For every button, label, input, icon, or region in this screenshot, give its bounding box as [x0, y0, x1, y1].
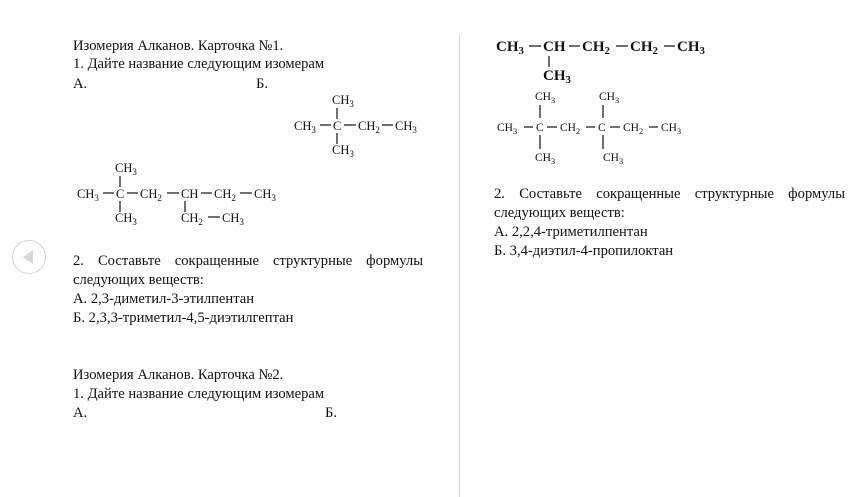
card1-formula-a — [77, 158, 292, 228]
formula-group: $CH_3$ — [77, 187, 99, 203]
formula-group: C — [116, 187, 125, 201]
formula-group: $CH_2$ — [358, 119, 380, 135]
card1-label-b: Б. — [256, 76, 269, 92]
formula-group: $CH_3$ — [603, 152, 624, 166]
chevron-left-icon — [23, 250, 33, 264]
card1-task1: 1. Дайте название следующим изомерам — [73, 56, 325, 72]
column-divider — [459, 34, 460, 497]
formula-group: $CH_3$ — [677, 39, 705, 57]
formula-group: $CH_3$ — [497, 122, 518, 136]
formula-group: CH — [181, 187, 199, 201]
card1-formula-b — [292, 90, 427, 160]
card1-title: Изомерия Алканов. Карточка №1. — [73, 38, 284, 54]
formula-group: $CH_3$ — [254, 187, 276, 203]
card1-task2-line1: 2. Составьте сокращенные структурные формулы — [73, 253, 423, 269]
formula-group: $CH_3$ — [115, 211, 137, 227]
card2-formula-a — [496, 35, 716, 87]
formula-group: $CH_3$ — [661, 122, 682, 136]
formula-group: $CH_2$ — [560, 122, 581, 136]
formula-group: C — [333, 119, 342, 133]
formula-group: $CH_2$ — [181, 211, 203, 227]
formula-group: $CH_2$ — [140, 187, 162, 203]
card2-label-b: Б. — [325, 405, 338, 421]
card2-label-a: А. — [73, 405, 88, 421]
previous-page-button[interactable] — [12, 240, 46, 274]
formula-group: $CH_3$ — [496, 39, 524, 57]
formula-group: $CH_3$ — [332, 93, 354, 109]
formula-group: $CH_3$ — [395, 119, 417, 135]
formula-group: $CH_3$ — [222, 211, 244, 227]
card2-task2-line1: 2. Составьте сокращенные структурные формулы — [494, 186, 845, 202]
formula-group: CH — [543, 39, 566, 55]
formula-group: $CH_2$ — [214, 187, 236, 203]
card2-task1: 1. Дайте название следующим изомерам — [73, 386, 325, 402]
formula-group: $CH_2$ — [630, 39, 658, 57]
formula-group: $CH_3$ — [535, 91, 556, 105]
formula-group: C — [598, 122, 606, 134]
formula-group: $CH_2$ — [582, 39, 610, 57]
card2-title: Изомерия Алканов. Карточка №2. — [73, 367, 284, 383]
card2-task2-line2: следующих веществ: — [494, 205, 625, 221]
card1-task2-line2: следующих веществ: — [73, 272, 204, 288]
formula-group: $CH_3$ — [535, 152, 556, 166]
formula-group: $CH_3$ — [543, 68, 571, 86]
card1-label-a: А. — [73, 76, 88, 92]
card1-item-b: Б. 2,3,3-триметил-4,5-диэтилгептан — [73, 310, 294, 326]
card2-formula-b — [497, 88, 692, 168]
formula-group: C — [536, 122, 544, 134]
card2-item-b: Б. 3,4-диэтил-4-пропилоктан — [494, 243, 674, 259]
formula-group: $CH_3$ — [332, 143, 354, 159]
formula-group: $CH_2$ — [623, 122, 644, 136]
card1-item-a: А. 2,3-диметил-3-этилпентан — [73, 291, 255, 307]
formula-group: $CH_3$ — [115, 161, 137, 177]
formula-group: $CH_3$ — [599, 91, 620, 105]
card2-item-a: А. 2,2,4-триметилпентан — [494, 224, 648, 240]
formula-group: $CH_3$ — [294, 119, 316, 135]
